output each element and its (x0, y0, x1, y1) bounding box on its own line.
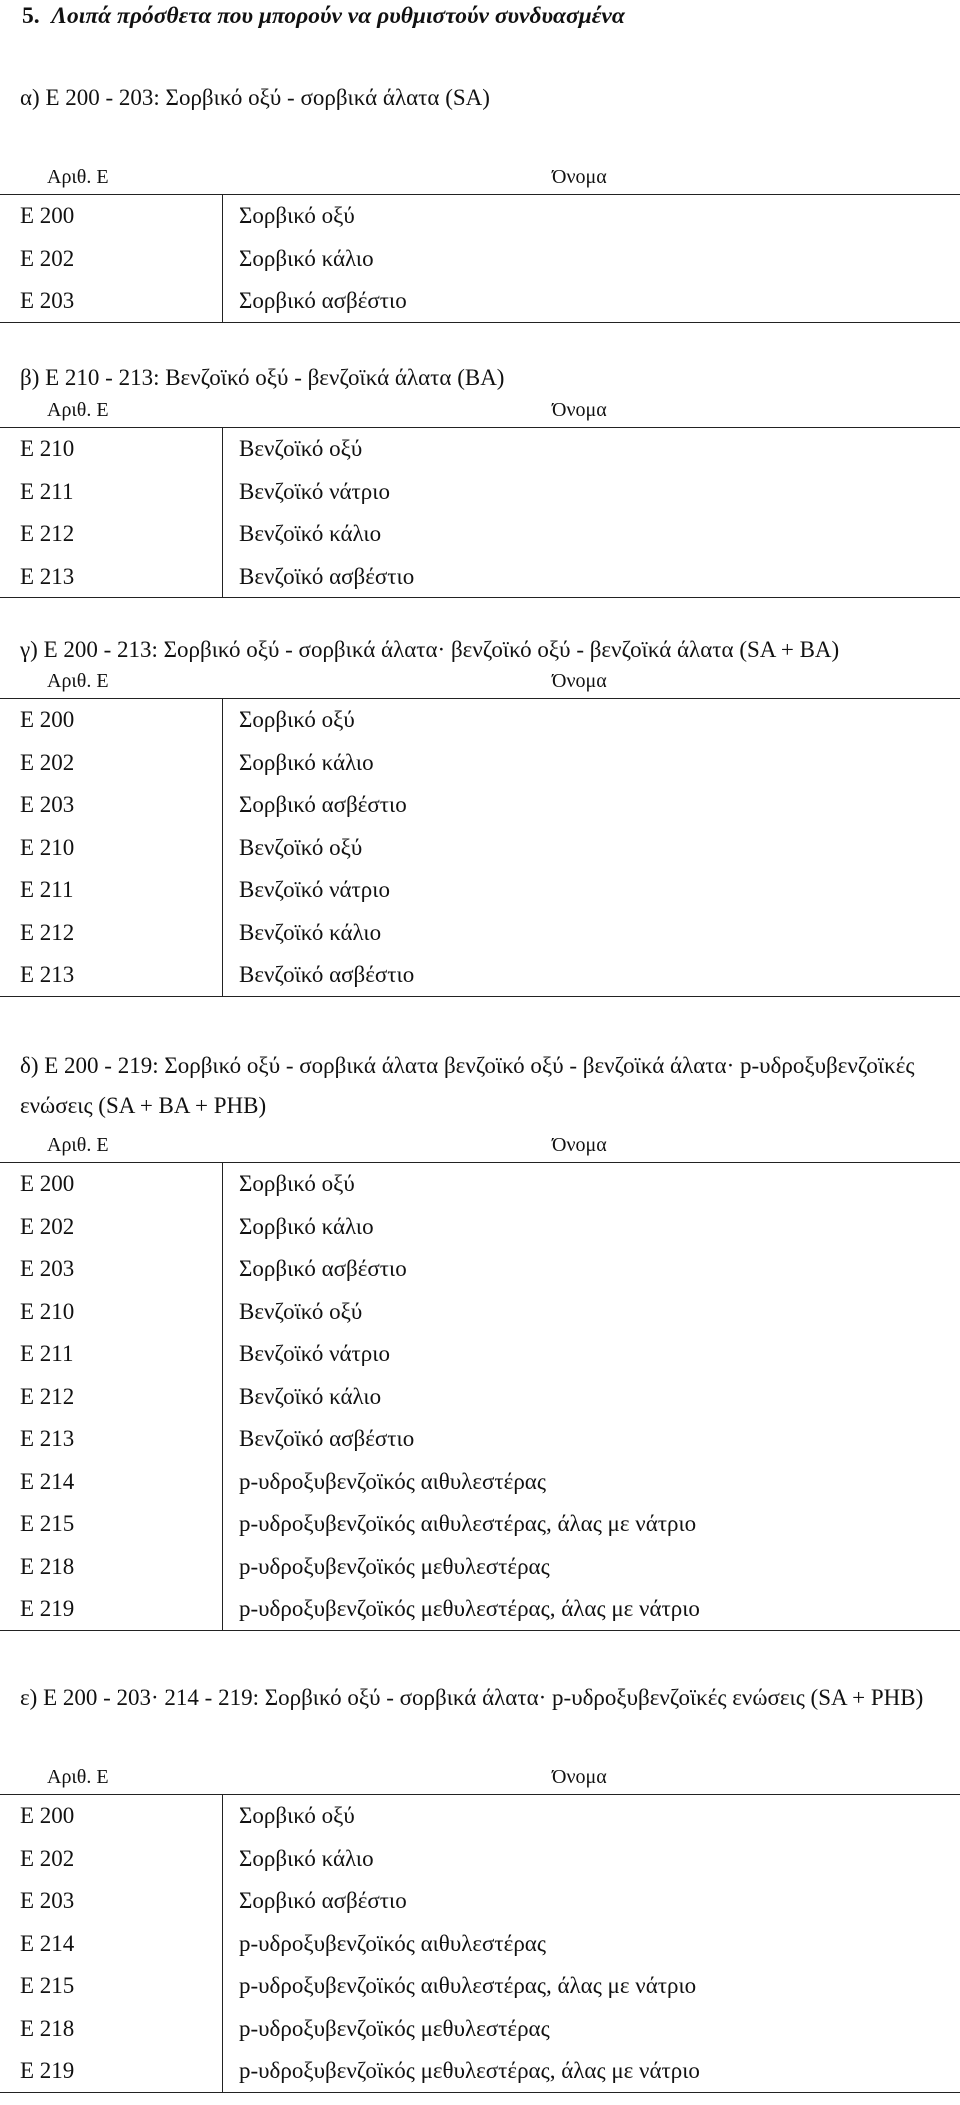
table-row (0, 868, 960, 911)
table-row (0, 1290, 960, 1333)
table-header (0, 1128, 960, 1162)
additive-table (0, 1760, 960, 2092)
e-number: Ε 215 (20, 1973, 75, 1998)
table-row (0, 512, 960, 555)
additive-name: p-υδροξυβενζοϊκός μεθυλεστέρας, άλας με νάτριο (239, 2058, 700, 2083)
additive-name: Σορβικό οξύ (239, 203, 355, 228)
additive-name: Σορβικό οξύ (239, 1803, 355, 1828)
additive-name: Βενζοϊκό κάλιο (239, 1383, 382, 1409)
additive-name: Βενζοϊκό νάτριο (239, 877, 390, 902)
additive-name: Βενζοϊκό ασβέστιο (239, 962, 415, 987)
e-number: Ε 219 (20, 2058, 75, 2083)
column-divider (222, 1794, 223, 2092)
additive-table (0, 160, 960, 322)
e-number: Ε 211 (20, 877, 74, 902)
section-heading (22, 2, 625, 30)
column-divider (222, 1162, 223, 1630)
table-row (0, 279, 960, 322)
e-number: Ε 200 (20, 1171, 75, 1196)
additive-name: Σορβικό ασβέστιο (239, 1888, 407, 1913)
table-row (0, 1247, 960, 1290)
table-row (0, 1794, 960, 1837)
header-name: Όνομα (552, 166, 607, 188)
table-header (0, 160, 960, 194)
table-row (0, 698, 960, 741)
table-row (0, 1332, 960, 1375)
e-number: Ε 218 (20, 2015, 75, 2041)
table-bottom-rule (0, 597, 960, 598)
header-code: Αριθ. Ε (47, 670, 109, 692)
table-row (0, 1545, 960, 1588)
section-title: γ) Ε 200 - 213: Σορβικό οξύ - σορβικά άλατα· βενζοϊκό οξύ - βενζοϊκά άλατα (SA + BA) (20, 637, 840, 662)
table-row (0, 1587, 960, 1630)
e-number: Ε 219 (20, 1596, 75, 1621)
table-row (0, 2007, 960, 2050)
table-row (0, 2049, 960, 2092)
e-number: Ε 211 (20, 1341, 74, 1366)
table-header (0, 664, 960, 698)
e-number: Ε 200 (20, 1803, 75, 1828)
table-row (0, 1417, 960, 1460)
section-title: β) Ε 210 - 213: Βενζοϊκό οξύ - βενζοϊκά άλατα (ΒΑ) (20, 365, 505, 390)
additive-name: Σορβικό ασβέστιο (239, 1256, 407, 1281)
table-header (0, 1760, 960, 1794)
table-row (0, 741, 960, 784)
additive-name: Σορβικό ασβέστιο (239, 792, 407, 817)
heading-number: 5. (22, 3, 40, 29)
additive-name: Βενζοϊκό νάτριο (239, 478, 390, 504)
table-row (0, 1837, 960, 1880)
table-bottom-rule (0, 996, 960, 997)
table-bottom-rule (0, 2092, 960, 2093)
table-row (0, 1375, 960, 1418)
header-code: Αριθ. Ε (47, 1134, 109, 1156)
table-row (0, 1922, 960, 1965)
additive-table (0, 1128, 960, 1630)
e-number: Ε 215 (20, 1511, 75, 1536)
e-number: Ε 210 (20, 834, 75, 860)
table-row (0, 1964, 960, 2007)
e-number: Ε 213 (20, 563, 75, 589)
table-row (0, 1162, 960, 1205)
table-bottom-rule (0, 322, 960, 323)
table-row (0, 555, 960, 598)
header-name: Όνομα (552, 1134, 607, 1156)
additive-name: Βενζοϊκό κάλιο (239, 521, 382, 546)
header-name: Όνομα (552, 1766, 607, 1788)
header-name: Όνομα (552, 399, 607, 421)
additive-name: Βενζοϊκό ασβέστιο (239, 1426, 415, 1451)
table-header (0, 393, 960, 427)
table-row (0, 826, 960, 869)
additive-name: Σορβικό κάλιο (239, 749, 374, 775)
additive-name: Βενζοϊκό νάτριο (239, 1341, 390, 1366)
table-row (0, 1502, 960, 1545)
additive-name: Βενζοϊκό οξύ (239, 834, 363, 860)
table-row (0, 783, 960, 826)
additive-name: p-υδροξυβενζοϊκός αιθυλεστέρας, άλας με νάτριο (239, 1973, 697, 1998)
additive-name: p-υδροξυβενζοϊκός αιθυλεστέρας (239, 1930, 546, 1956)
e-number: Ε 212 (20, 919, 75, 945)
additive-name: p-υδροξυβενζοϊκός αιθυλεστέρας (239, 1468, 546, 1494)
additive-name: p-υδροξυβενζοϊκός αιθυλεστέρας, άλας με νάτριο (239, 1511, 697, 1536)
e-number: Ε 203 (20, 288, 75, 313)
table-row (0, 237, 960, 280)
header-name: Όνομα (552, 670, 607, 692)
additive-name: Βενζοϊκό ασβέστιο (239, 563, 415, 589)
additive-name: p-υδροξυβενζοϊκός μεθυλεστέρας (239, 2015, 550, 2041)
e-number: Ε 212 (20, 1383, 75, 1409)
e-number: Ε 202 (20, 1213, 75, 1239)
e-number: Ε 210 (20, 436, 75, 461)
e-number: Ε 202 (20, 749, 75, 775)
additive-name: Σορβικό οξύ (239, 1171, 355, 1196)
section-title: δ) Ε 200 - 219: Σορβικό οξύ - σορβικά άλατα βενζοϊκό οξύ - βενζοϊκά άλατα· p-υδροξυβενζοϊκές ενώσεις (SA + BA + PHB) (20, 1053, 915, 1118)
additive-name: p-υδροξυβενζοϊκός μεθυλεστέρας (239, 1553, 550, 1579)
table-row (0, 194, 960, 237)
additive-name: Βενζοϊκό κάλιο (239, 919, 382, 945)
table-row (0, 1205, 960, 1248)
e-number: Ε 203 (20, 1256, 75, 1281)
e-number: Ε 200 (20, 203, 75, 228)
e-number: Ε 213 (20, 962, 75, 987)
header-code: Αριθ. Ε (47, 166, 109, 188)
additive-name: Βενζοϊκό οξύ (239, 1298, 363, 1324)
e-number: Ε 212 (20, 521, 75, 546)
header-code: Αριθ. Ε (47, 399, 109, 421)
column-divider (222, 427, 223, 597)
table-row (0, 1879, 960, 1922)
e-number: Ε 213 (20, 1426, 75, 1451)
table-row (0, 1460, 960, 1503)
table-row (0, 953, 960, 996)
table-row (0, 911, 960, 954)
column-divider (222, 194, 223, 322)
additive-table (0, 664, 960, 996)
e-number: Ε 211 (20, 478, 74, 504)
e-number: Ε 202 (20, 1845, 75, 1871)
heading-text: Λοιπά πρόσθετα που μπορούν να ρυθμιστούν συνδυασμένα (51, 3, 625, 29)
e-number: Ε 200 (20, 707, 75, 732)
header-code: Αριθ. Ε (47, 1766, 109, 1788)
additive-table (0, 393, 960, 597)
additive-name: Σορβικό κάλιο (239, 1845, 374, 1871)
additive-name: Σορβικό κάλιο (239, 245, 374, 271)
e-number: Ε 203 (20, 1888, 75, 1913)
e-number: Ε 214 (20, 1468, 75, 1494)
additive-name: Σορβικό οξύ (239, 707, 355, 732)
e-number: Ε 210 (20, 1298, 75, 1324)
e-number: Ε 203 (20, 792, 75, 817)
section-title: α) Ε 200 - 203: Σορβικό οξύ - σορβικά άλατα (SA) (20, 85, 490, 110)
additive-name: p-υδροξυβενζοϊκός μεθυλεστέρας, άλας με νάτριο (239, 1596, 700, 1621)
additive-name: Βενζοϊκό οξύ (239, 436, 363, 461)
section-title: ε) Ε 200 - 203· 214 - 219: Σορβικό οξύ - σορβικά άλατα· p-υδροξυβενζοϊκές ενώσεις (SA + PHB) (20, 1685, 924, 1710)
e-number: Ε 218 (20, 1553, 75, 1579)
table-bottom-rule (0, 1630, 960, 1631)
additive-name: Σορβικό ασβέστιο (239, 288, 407, 313)
additive-name: Σορβικό κάλιο (239, 1213, 374, 1239)
table-row (0, 470, 960, 513)
e-number: Ε 202 (20, 245, 75, 271)
column-divider (222, 698, 223, 996)
table-row (0, 427, 960, 470)
e-number: Ε 214 (20, 1930, 75, 1956)
